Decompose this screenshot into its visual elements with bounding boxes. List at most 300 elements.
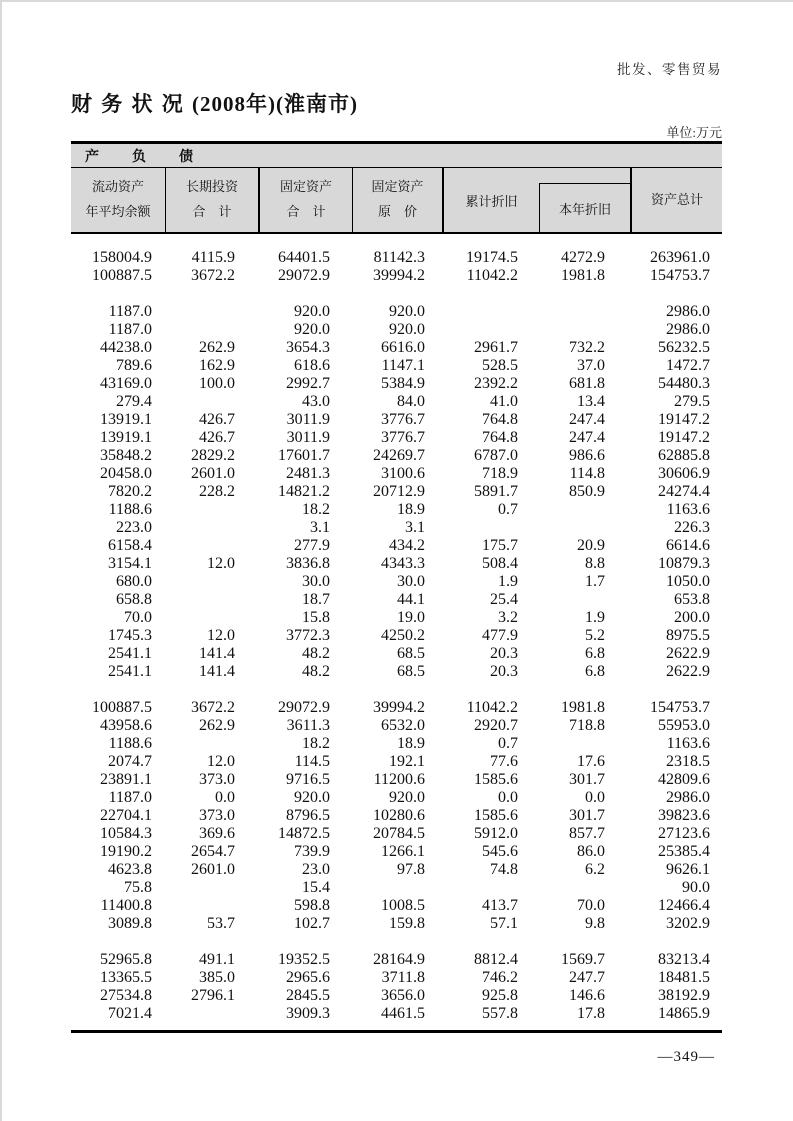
table-cell: 20458.0 [100,465,152,482]
table-cell [258,285,352,303]
table-cell: 4250.2 [381,627,425,644]
col-header-line: 本年折旧 [558,201,611,217]
table-cell: 598.8 [294,897,330,914]
table-row [71,555,722,573]
table-cell: 18481.5 [658,969,710,986]
table-cell: 154753.7 [650,267,710,284]
scan-edge-top [0,0,793,2]
table-cell: 262.9 [199,717,235,734]
table-body [71,234,722,1033]
table-cell: 25.4 [490,591,518,608]
table-cell: 0.7 [498,501,518,518]
table-cell [258,681,352,699]
table-cell [537,519,630,537]
table-row [71,285,722,303]
table-cell: 39994.2 [373,267,425,284]
table-cell: 24269.7 [373,447,425,464]
table-cell [165,573,258,591]
table-cell: 491.1 [199,951,235,968]
table-cell: 3611.3 [286,717,330,734]
table-cell: 718.8 [569,717,605,734]
table-cell: 857.7 [569,825,605,842]
table-row [71,321,722,339]
table-row [71,627,722,645]
table-cell: 746.2 [482,969,518,986]
col-header-line: 原 价 [377,204,417,219]
table-cell: 39994.2 [373,699,425,716]
table-cell: 508.4 [482,555,518,572]
table-cell: 19.0 [397,609,425,626]
table-cell: 7021.4 [108,1005,152,1022]
table-cell: 68.5 [397,663,425,680]
table-cell [165,321,258,339]
table-cell: 13.4 [577,393,605,410]
table-cell: 732.2 [569,339,605,356]
table-cell: 3711.8 [381,969,425,986]
col-header-total-assets [630,168,722,232]
table-cell: 2961.7 [474,339,518,356]
table-cell [165,735,258,753]
table-cell: 986.6 [569,447,605,464]
table-cell [537,879,630,897]
table-cell: 10584.3 [100,825,152,842]
table-cell: 3202.9 [666,915,710,932]
table-cell: 1745.3 [108,627,152,644]
table-cell [442,321,537,339]
table-cell: 850.9 [569,483,605,500]
table-cell: 2992.7 [286,375,330,392]
table-row [71,501,722,519]
table-cell [165,933,258,951]
table-cell: 1163.6 [666,501,710,518]
table-cell [165,681,258,699]
table-cell [630,681,722,699]
table-cell: 97.8 [397,861,425,878]
financial-table [71,141,722,1033]
table-cell: 55953.0 [658,717,710,734]
table-cell: 653.8 [674,591,710,608]
table-cell: 557.8 [482,1005,518,1022]
table-cell: 413.7 [482,897,518,914]
table-cell: 1187.0 [108,789,152,806]
table-cell [442,879,537,897]
table-row [71,663,722,681]
table-cell: 15.4 [302,879,330,896]
table-cell: 2481.3 [286,465,330,482]
table-cell [165,897,258,915]
table-cell: 739.9 [294,843,330,860]
table-cell: 141.4 [199,645,235,662]
table-cell: 200.0 [674,609,710,626]
table-cell: 6.8 [585,663,605,680]
table-cell: 680.0 [116,573,152,590]
table-cell: 920.0 [389,303,425,320]
col-header-current-assets [71,168,165,232]
table-row [71,267,722,285]
table-cell: 43.0 [302,393,330,410]
table-row [71,969,722,987]
table-cell [71,285,165,303]
page-title: 财 务 状 况 (2008年)(淮南市) [71,92,358,116]
table-cell: 12.0 [207,555,235,572]
table-cell: 68.5 [397,645,425,662]
table-cell: 141.4 [199,663,235,680]
table-cell: 3776.7 [381,411,425,428]
table-cell: 1163.6 [666,735,710,752]
table-cell: 19174.5 [466,249,518,266]
table-cell: 385.0 [199,969,235,986]
table-cell: 20.3 [490,663,518,680]
table-cell: 718.9 [482,465,518,482]
table-cell: 3.1 [405,519,425,536]
table-cell: 2796.1 [191,987,235,1004]
table-cell: 100887.5 [92,267,152,284]
table-cell: 114.5 [294,753,330,770]
table-cell: 30.0 [302,573,330,590]
table-cell: 44238.0 [100,339,152,356]
table-row [71,375,722,393]
table-cell [537,321,630,339]
table-cell [442,519,537,537]
table-cell: 100887.5 [92,699,152,716]
table-row [71,753,722,771]
table-cell [537,285,630,303]
table-row [71,897,722,915]
table-cell: 545.6 [482,843,518,860]
table-cell: 920.0 [294,321,330,338]
table-cell: 29072.9 [278,699,330,716]
table-cell: 192.1 [389,753,425,770]
table-cell: 0.0 [215,789,235,806]
table-cell [165,285,258,303]
table-cell [165,591,258,609]
table-row [71,879,722,897]
table-cell: 18.9 [397,501,425,518]
table-cell: 114.8 [569,465,605,482]
table-cell: 0.0 [498,789,518,806]
table-row [71,987,722,1005]
table-row [71,843,722,861]
table-cell: 2541.1 [108,663,152,680]
table-cell [165,1005,258,1023]
table-row [71,915,722,933]
table-cell [71,933,165,951]
table-row [71,483,722,501]
table-cell: 1981.8 [561,699,605,716]
table-cell: 84.0 [397,393,425,410]
table-cell: 23.0 [302,861,330,878]
table-cell: 27123.6 [658,825,710,842]
table-cell: 53.7 [207,915,235,932]
table-cell: 11400.8 [100,897,152,914]
table-cell: 35848.2 [100,447,152,464]
table-cell: 27534.8 [100,987,152,1004]
table-cell: 13919.1 [100,411,152,428]
table-cell [71,681,165,699]
table-cell: 30606.9 [658,465,710,482]
table-cell: 100.0 [199,375,235,392]
table-cell: 56232.5 [658,339,710,356]
table-cell: 20784.5 [373,825,425,842]
table-row [71,303,722,321]
table-cell: 14865.9 [658,1005,710,1022]
table-row [71,465,722,483]
table-cell: 24274.4 [658,483,710,500]
table-cell: 19190.2 [100,843,152,860]
table-cell [537,501,630,519]
table-cell: 83213.4 [658,951,710,968]
table-cell [630,933,722,951]
table-cell: 43958.6 [100,717,152,734]
table-cell: 279.5 [674,393,710,410]
table-cell: 1188.6 [108,735,152,752]
table-cell: 14821.2 [278,483,330,500]
table-cell: 6787.0 [474,447,518,464]
table-cell: 154753.7 [650,699,710,716]
table-row [71,807,722,825]
table-cell: 1981.8 [561,267,605,284]
table-cell: 764.8 [482,411,518,428]
table-row [71,339,722,357]
table-row [71,537,722,555]
table-cell: 247.4 [569,429,605,446]
table-row [71,573,722,591]
table-cell [442,933,537,951]
table-row [71,735,722,753]
table-cell: 5384.9 [381,375,425,392]
table-cell: 2986.0 [666,303,710,320]
table-cell: 434.2 [389,537,425,554]
table-cell: 5.2 [585,627,605,644]
table-cell [165,519,258,537]
table-cell: 1.9 [498,573,518,590]
table-cell: 1008.5 [381,897,425,914]
table-cell: 1050.0 [666,573,710,590]
table-cell [165,609,258,627]
table-cell: 3776.7 [381,429,425,446]
col-header-line: 合 计 [192,204,232,219]
table-cell: 158004.9 [92,249,152,266]
table-cell: 2622.9 [666,663,710,680]
table-cell [165,501,258,519]
scan-edge-left [0,0,2,1121]
table-cell [165,879,258,897]
page-number: —349— [657,1049,715,1065]
table-cell: 2601.0 [191,861,235,878]
table-cell: 12.0 [207,627,235,644]
table-row [71,645,722,663]
table-cell: 2541.1 [108,645,152,662]
table-cell: 226.3 [674,519,710,536]
table-cell: 6532.0 [381,717,425,734]
table-cell: 262.9 [199,339,235,356]
col-header-line: 年平均余额 [85,204,151,219]
table-cell [442,303,537,321]
table-cell: 658.8 [116,591,152,608]
table-cell: 75.8 [124,879,152,896]
table-cell: 373.0 [199,771,235,788]
table-cell: 13365.5 [100,969,152,986]
table-cell: 1187.0 [108,321,152,338]
table-cell: 74.8 [490,861,518,878]
table-cell: 2986.0 [666,789,710,806]
table-cell: 373.0 [199,807,235,824]
table-cell: 4115.9 [191,249,235,266]
table-cell: 5891.7 [474,483,518,500]
table-cell: 41.0 [490,393,518,410]
table-cell: 223.0 [116,519,152,536]
table-cell: 2622.9 [666,645,710,662]
table-cell: 2601.0 [191,465,235,482]
table-cell [165,393,258,411]
table-cell: 64401.5 [278,249,330,266]
table-cell: 5912.0 [474,825,518,842]
table-cell: 39823.6 [658,807,710,824]
table-cell: 2920.7 [474,717,518,734]
table-cell: 3.1 [310,519,330,536]
table-row [71,357,722,375]
table-cell: 3011.9 [286,411,330,428]
table-band [71,144,722,168]
table-cell [537,735,630,753]
table-cell [352,285,442,303]
table-cell: 3011.9 [286,429,330,446]
table-cell: 920.0 [294,789,330,806]
table-cell: 764.8 [482,429,518,446]
table-cell: 20712.9 [373,483,425,500]
table-cell: 279.4 [116,393,152,410]
col-header-line: 流动资产 [91,179,144,195]
table-row [71,447,722,465]
table-cell: 2829.2 [191,447,235,464]
table-row [71,825,722,843]
table-cell [537,681,630,699]
band-label: 产负债 [85,149,226,165]
table-cell: 18.2 [302,501,330,518]
table-cell: 42809.6 [658,771,710,788]
table-cell: 1585.6 [474,771,518,788]
table-cell: 9626.1 [666,861,710,878]
table-cell: 8.8 [585,555,605,572]
table-row [71,1005,722,1023]
table-row [71,933,722,951]
table-row [71,951,722,969]
table-cell: 90.0 [682,879,710,896]
table-cell: 18.7 [302,591,330,608]
section-category: 批发、零售贸易 [617,62,722,77]
table-cell [352,879,442,897]
table-cell [352,933,442,951]
table-cell: 18.2 [302,735,330,752]
table-cell [258,933,352,951]
table-cell: 28164.9 [373,951,425,968]
col-header-line: 固定资产 [279,179,332,195]
table-cell: 1187.0 [108,303,152,320]
table-cell: 18.9 [397,735,425,752]
table-cell: 17.6 [577,753,605,770]
table-cell: 1472.7 [666,357,710,374]
table-cell: 426.7 [199,411,235,428]
table-cell: 1585.6 [474,807,518,824]
table-row [71,789,722,807]
table-cell: 1569.7 [561,951,605,968]
table-cell: 52965.8 [100,951,152,968]
table-row [71,249,722,267]
table-cell: 12.0 [207,753,235,770]
table-cell: 2965.6 [286,969,330,986]
table-cell: 146.6 [569,987,605,1004]
table-cell: 247.7 [569,969,605,986]
table-row [71,771,722,789]
table-cell: 70.0 [577,897,605,914]
table-cell: 10879.3 [658,555,710,572]
table-cell: 25385.4 [658,843,710,860]
table-cell: 19147.2 [658,411,710,428]
table-cell: 11200.6 [373,771,425,788]
table-row [71,609,722,627]
table-cell: 3.2 [498,609,518,626]
table-cell: 20.9 [577,537,605,554]
table-cell: 77.6 [490,753,518,770]
table-cell: 426.7 [199,429,235,446]
table-cell: 4623.8 [108,861,152,878]
table-row [71,393,722,411]
table-cell: 477.9 [482,627,518,644]
table-cell: 263961.0 [650,249,710,266]
table-cell: 4343.3 [381,555,425,572]
table-cell: 3909.3 [286,1005,330,1022]
table-cell: 8812.4 [474,951,518,968]
table-cell: 920.0 [389,789,425,806]
col-header-line: 累计折旧 [465,193,518,209]
table-cell: 13919.1 [100,429,152,446]
table-cell: 81142.3 [373,249,425,266]
table-cell: 4272.9 [561,249,605,266]
table-cell: 17.8 [577,1005,605,1022]
col-header-fixed-assets-total [258,168,352,232]
table-cell: 277.9 [294,537,330,554]
table-cell: 3100.6 [381,465,425,482]
table-cell: 14872.5 [278,825,330,842]
table-cell: 17601.7 [278,447,330,464]
col-header-current-year-depreciation [539,183,630,232]
table-cell: 3672.2 [191,699,235,716]
table-cell: 6616.0 [381,339,425,356]
table-row [71,429,722,447]
table-cell [537,933,630,951]
table-cell: 3672.2 [191,267,235,284]
table-cell: 0.0 [585,789,605,806]
col-header-line: 固定资产 [371,179,424,195]
table-cell: 1266.1 [381,843,425,860]
table-cell: 175.7 [482,537,518,554]
table-cell: 162.9 [199,357,235,374]
table-cell: 0.7 [498,735,518,752]
table-cell: 3089.8 [108,915,152,932]
table-cell: 48.2 [302,645,330,662]
table-cell: 8975.5 [666,627,710,644]
table-cell: 30.0 [397,573,425,590]
table-cell: 2392.2 [474,375,518,392]
table-cell [537,303,630,321]
table-cell: 9716.5 [286,771,330,788]
table-cell: 38192.9 [658,987,710,1004]
table-cell: 920.0 [389,321,425,338]
table-row [71,699,722,717]
table-cell: 7820.2 [108,483,152,500]
table-cell: 4461.5 [381,1005,425,1022]
table-cell: 920.0 [294,303,330,320]
